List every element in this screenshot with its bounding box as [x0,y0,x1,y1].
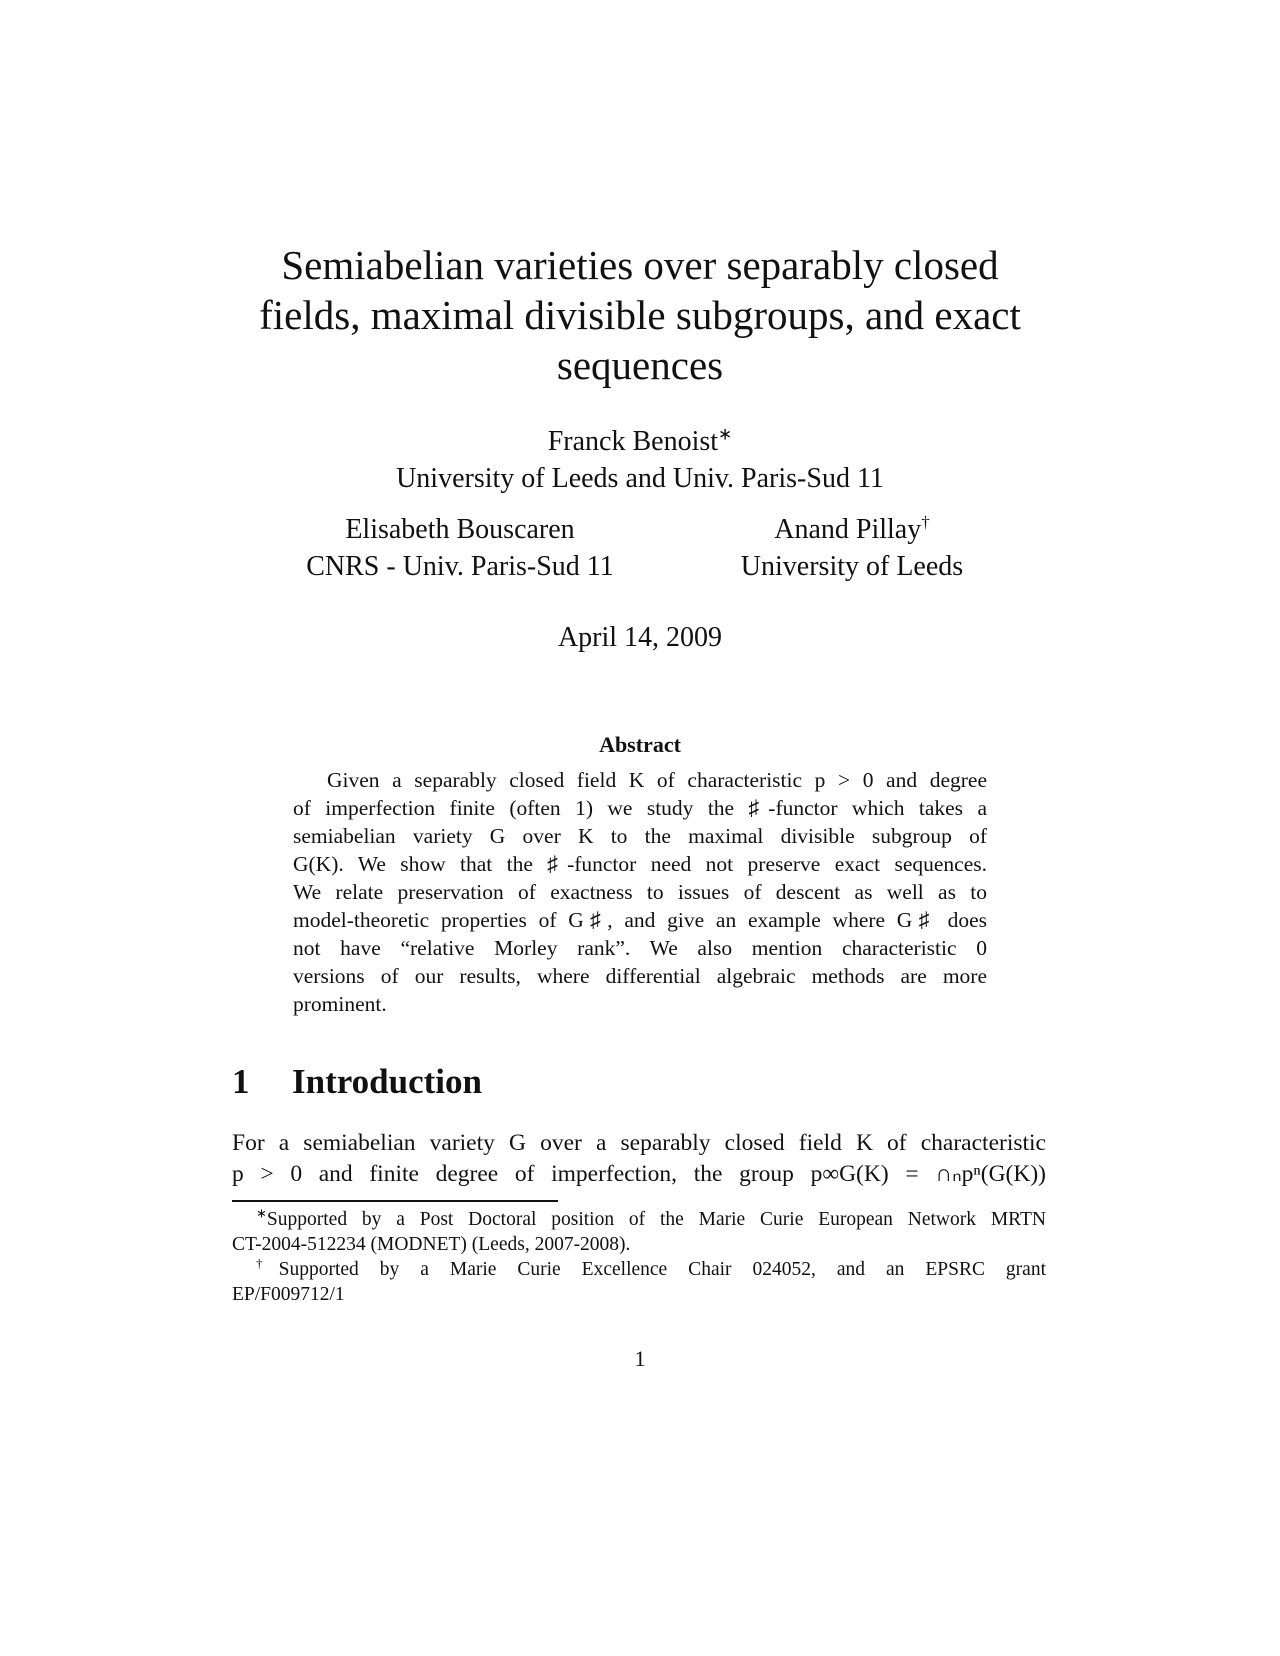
author-first [160,426,1120,458]
footnote-2-line-2: EP/F009712/1 [232,1284,345,1305]
section-body [232,1128,1046,1190]
paper-date: April 14, 2009 [557,622,723,653]
author-first-affiliation: University of Leeds and Univ. Paris-Sud 11 [396,463,884,494]
footnote-2-line-1 [232,1257,1046,1282]
abstract-line: model-theoretic properties of G♯, and give an example where G♯ does [293,908,987,932]
author-second-name: Elisabeth Bouscaren [345,514,575,545]
footnotes [232,1207,1046,1307]
body-line: p > 0 and finite degree of imperfection, the group p∞G(K) = ∩ₙpⁿ(G(K)) [232,1161,1046,1187]
footnote-1-text: Supported by a Post Doctoral position of the Marie Curie European Network MRTN [266,1209,1046,1230]
abstract-line: not have “relative Morley rank”. We also mention characteristic 0 [293,936,987,960]
abstract-line: G(K). We show that the ♯-functor need not preserve exact sequences. [293,852,987,876]
footnote-1-line-1 [232,1207,1046,1232]
abstract-line: versions of our results, where differential algebraic methods are more [293,964,987,988]
title-line-2: fields, maximal divisible subgroups, and exact [259,292,1021,338]
paper-title [160,240,1120,390]
section-heading [232,1062,482,1102]
footnote-2-text: Supported by a Marie Curie Excellence Chair 024052, and an EPSRC grant [278,1259,1046,1280]
abstract-heading: Abstract [599,732,681,757]
author-second-affiliation: CNRS - Univ. Paris-Sud 11 [306,551,614,582]
footnote-rule [232,1200,558,1202]
abstract-line: We relate preservation of exactness to issues of descent as well as to [293,880,987,904]
abstract-line: prominent. [293,992,387,1016]
author-third-name: Anand Pillay [774,514,922,545]
author-first-footnote-mark: ∗ [718,424,733,444]
abstract-line: Given a separably closed field K of characteristic p > 0 and degree [327,768,987,792]
author-third [642,514,1062,546]
abstract-line: semiabelian variety G over K to the maximal divisible subgroup of [293,824,987,848]
footnote-2-mark: † [256,1255,279,1271]
author-third-footnote-mark: † [921,512,930,532]
author-first-name: Franck Benoist [547,426,719,457]
author-third-affiliation: University of Leeds [740,551,964,582]
section-number: 1 [232,1062,250,1101]
abstract-body [293,766,987,1018]
footnote-1-mark: ∗ [256,1205,267,1221]
title-line-3: sequences [556,342,724,388]
page-number: 1 [634,1346,646,1371]
abstract-line: of imperfection finite (often 1) we study the ♯-functor which takes a [293,796,987,820]
footnote-1-line-2: CT-2004-512234 (MODNET) (Leeds, 2007-2008). [232,1234,631,1255]
body-line: For a semiabelian variety G over a separably closed field K of characteristic [232,1130,1046,1156]
section-title: Introduction [292,1062,482,1101]
title-line-1: Semiabelian varieties over separably closed [281,242,999,288]
